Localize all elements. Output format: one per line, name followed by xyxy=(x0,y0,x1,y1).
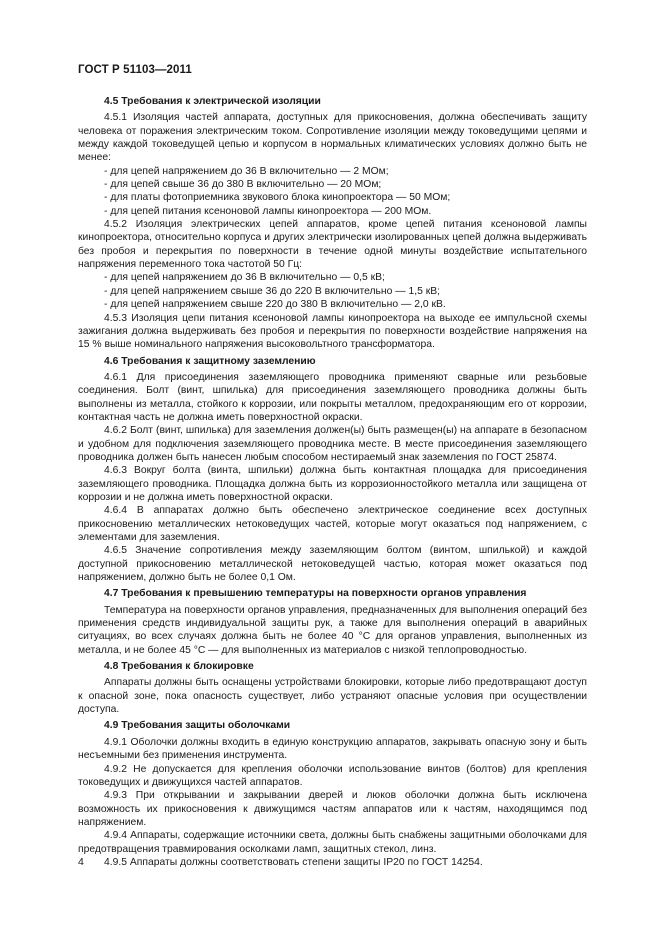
document-header: ГОСТ Р 51103—2011 xyxy=(78,64,192,76)
section-heading: 4.6 Требования к защитному заземлению xyxy=(104,355,316,367)
section-heading: 4.7 Требования к превышению температуры на поверхности органов управления xyxy=(104,588,527,600)
page-number: 4 xyxy=(78,856,84,868)
document-body xyxy=(78,95,587,869)
paragraph: 4.5.3 Изоляция цепи питания ксеноновой лампы кинопроектора на выходе ее импульсной схемы зажигания должна выдерживать без пробоя и перекрытия по поверхности воздействие напряжения на 15 % выше номинального напряжения высоковольтного трансформатора. xyxy=(78,312,587,351)
paragraph: 4.5.2 Изоляция электрических цепей аппаратов, кроме цепей питания ксеноновой лампы кинопроектора, относительно корпуса и других электрически изолированных цепей должна выдерживать без пробоя и перекрытия по поверхности в течение одной минуты воздействие испытательного напряжения переменного тока частотой 50 Гц: xyxy=(78,219,587,271)
paragraph: 4.9.4 Аппараты, содержащие источники света, должны быть снабжены защитными оболочками для предотвращения травмирования осколками ламп, защитных стекол, линз. xyxy=(78,830,587,855)
paragraph: 4.9.1 Оболочки должны входить в единую конструкцию аппаратов, закрывать опасную зону и быть несъемными без применения инструмента. xyxy=(78,736,587,762)
list-item: - для цепей напряжением свыше 220 до 380 В включительно — 2,0 кВ. xyxy=(104,299,446,311)
paragraph: Температура на поверхности органов управления, предназначенных для выполнения операций без применения средств индивидуальной защиты рук, а также для выполнения операций в аварийных ситуациях, во всех случаях должна быть не более 40 °С для органов управления, выполненных из металла, и не более 45 °С — для выполненных из материалов с низкой теплопроводностью. xyxy=(78,604,587,656)
section-heading: 4.5 Требования к электрической изоляции xyxy=(104,96,321,107)
paragraph: 4.6.3 Вокруг болта (винта, шпильки) должна быть контактная площадка для присоединения заземляющего проводника. Площадка должна быть из коррозионностойкого металла или защищена от коррозии и не должна иметь поверхностной окраски. xyxy=(78,465,587,503)
list-item: - для цепей напряжением до 36 В включительно — 2 МОм; xyxy=(104,165,389,177)
paragraph: 4.6.4 В аппаратах должно быть обеспечено электрическое соединение всех доступных прикосновению металлических нетоковедущих частей, которые могут оказаться под напряжением, с элементами для заземления. xyxy=(78,505,587,543)
paragraph: 4.6.5 Значение сопротивления между заземляющим болтом (винтом, шпилькой) и каждой доступной прикосновению металлической нетоковедущей частью, которая может оказаться под напряжением, должно быть не более 0,1 Ом. xyxy=(78,545,587,584)
paragraph: 4.5.1 Изоляция частей аппарата, доступных для прикосновения, должна обеспечивать защиту человека от поражения электрическим током. Сопротивление изоляции между токоведущими цепями и между каждой токоведущей цепью и корпусом в нормальных климатических условиях должно быть не менее: xyxy=(78,112,587,164)
section-heading: 4.9 Требования защиты оболочками xyxy=(104,720,291,732)
list-item: - для цепей напряжением до 36 В включительно — 0,5 кВ; xyxy=(104,272,385,284)
list-item: - для цепей свыше 36 до 380 В включительно — 20 МОм; xyxy=(104,179,382,191)
paragraph: 4.6.1 Для присоединения заземляющего проводника применяют сварные или резьбовые соединения. Болт (винт, шпилька) для присоединения заземляющего проводника должны быть выполнены из металла, стойкого к коррозии, или покрыты металлом, предохраняющим его от коррозии, контактная часть не должна иметь поверхностной окраски. xyxy=(78,371,587,423)
paragraph: 4.9.5 Аппараты должны соответствовать степени защиты IP20 по ГОСТ 14254. xyxy=(104,856,483,868)
list-item: - для платы фотоприемника звукового блока кинопроектора — 50 МОм; xyxy=(104,192,451,204)
paragraph: 4.9.2 Не допускается для крепления оболочки использование винтов (болтов) для крепления токоведущих и движущихся частей аппаратов. xyxy=(78,763,587,788)
section-heading: 4.8 Требования к блокировке xyxy=(104,661,254,673)
paragraph: 4.9.3 При открывании и закрывании дверей и люков оболочки должна быть исключена возможность их прикосновения к движущимся частям аппаратов или к частям, находящимся под напряжением. xyxy=(78,790,587,828)
list-item: - для цепей питания ксеноновой лампы кинопроектора — 200 МОм. xyxy=(104,205,432,217)
paragraph: 4.6.2 Болт (винт, шпилька) для заземления должен(ы) быть размещен(ы) на аппарате в безопасном и удобном для подключения заземляющего проводника месте. В месте присоединения заземляющего проводника должен быть нанесен любым способом нестираемый знак заземления по ГОСТ 25874. xyxy=(78,425,587,463)
list-item: - для цепей напряжением свыше 36 до 220 В включительно — 1,5 кВ; xyxy=(104,285,441,297)
paragraph: Аппараты должны быть оснащены устройствами блокировки, которые либо предотвращают доступ к опасной зоне, пока опасность существует, либо устраняют опасные условия при осуществлении доступа. xyxy=(78,677,587,716)
